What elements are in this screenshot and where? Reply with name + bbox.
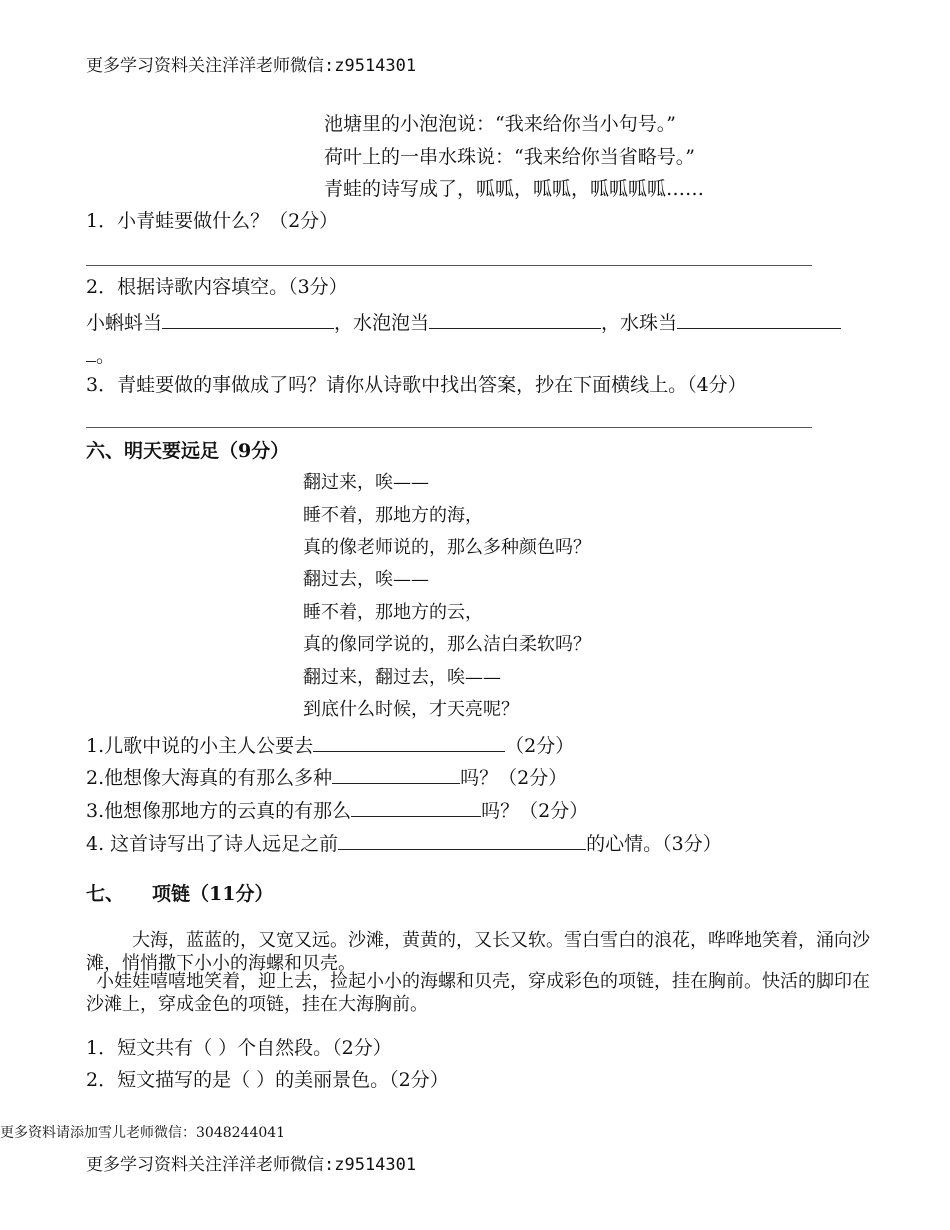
- poem-line: 翻过去，唉——: [303, 569, 429, 590]
- question-text: 4. 这首诗写出了诗人远足之前: [86, 833, 339, 855]
- question-score: （2分）: [505, 735, 575, 757]
- watermark-top: 更多学习资料关注洋洋老师微信:z9514301: [86, 56, 417, 76]
- answer-line: [86, 265, 812, 266]
- question-text: 2.他想像大海真的有那么多种: [86, 767, 333, 789]
- poem-line: 翻过来，唉——: [303, 472, 429, 493]
- watermark-bottom: 更多学习资料关注洋洋老师微信:z9514301: [86, 1155, 417, 1175]
- poem-line: 真的像老师说的，那么多种颜色吗？: [303, 537, 591, 558]
- question-score: 吗？（2分）: [481, 800, 589, 822]
- answer-blank: [429, 308, 601, 329]
- answer-blank: [351, 796, 481, 817]
- fill-blank-row: [86, 308, 841, 336]
- fill-tail-punct: 。: [96, 345, 116, 367]
- answer-blank: [677, 308, 841, 329]
- section-7-title-text: 项链（11分）: [152, 883, 274, 905]
- poem-line: 睡不着，那地方的云，: [303, 602, 483, 623]
- answer-line: [86, 427, 812, 428]
- question-5-1: 1．小青蛙要做什么？（2分）: [86, 210, 339, 232]
- question-score: 吗？（2分）: [460, 767, 568, 789]
- fill-label-droplet: ，水珠当: [601, 312, 678, 334]
- poem-line: 荷叶上的一串水珠说：“我来给你当省略号。”: [324, 146, 695, 168]
- answer-blank: [332, 763, 460, 784]
- fill-label-bubble: ，水泡泡当: [334, 312, 430, 334]
- question-7-2: 2．短文描写的是（ ）的美丽景色。（2分）: [86, 1069, 449, 1091]
- poem-line: 睡不着，那地方的海，: [303, 505, 483, 526]
- question-6-3: [86, 796, 588, 824]
- answer-blank: [338, 829, 586, 850]
- poem-line: 翻过来，翻过去，唉——: [303, 667, 501, 688]
- fill-label-tadpole: 小蝌蚪当: [86, 312, 163, 334]
- question-5-3: 3．青蛙要做的事做成了吗？请你从诗歌中找出答案，抄在下面横线上。（4分）: [86, 374, 747, 396]
- fill-blank-tail: [86, 341, 115, 369]
- passage-paragraph-2: 小娃娃嘻嘻地笑着，迎上去，捡起小小的海螺和贝壳，穿成彩色的项链，挂在胸前。快活的脚印在沙滩上，穿成金色的项链，挂在大海胸前。: [86, 971, 870, 1015]
- poem-line: 真的像同学说的，那么洁白柔软吗？: [303, 634, 591, 655]
- answer-blank: [86, 341, 96, 362]
- section-6-title: 六、明天要远足（9分）: [86, 440, 290, 462]
- poem-line: 到底什么时候，才天亮呢？: [303, 699, 519, 720]
- poem-line: 青蛙的诗写成了，呱呱，呱呱，呱呱呱呱……: [324, 178, 705, 200]
- question-5-2: 2．根据诗歌内容填空。（3分）: [86, 276, 348, 298]
- question-6-1: [86, 731, 574, 759]
- section-7-title: [86, 881, 273, 907]
- passage-paragraph-1: 大海，蓝蓝的，又宽又远。沙滩，黄黄的，又长又软。雪白雪白的浪花，哗哗地笑着，涌向沙滩，悄悄撒下小小的海螺和贝壳。: [86, 930, 870, 974]
- question-score: 的心情。（3分）: [586, 833, 722, 855]
- question-7-1: 1．短文共有（ ）个自然段。（2分）: [86, 1037, 392, 1059]
- question-6-4: [86, 829, 722, 857]
- question-text: 3.他想像那地方的云真的有那么: [86, 800, 352, 822]
- watermark-left: 更多资料请添加雪儿老师微信：3048244041: [0, 1125, 286, 1141]
- answer-blank: [313, 731, 505, 752]
- poem-line: 池塘里的小泡泡说：“我来给你当小句号。”: [324, 113, 676, 135]
- question-text: 1.儿歌中说的小主人公要去: [86, 735, 314, 757]
- section-7-number: 七、: [86, 883, 125, 905]
- question-6-2: [86, 763, 567, 791]
- answer-blank: [162, 308, 334, 329]
